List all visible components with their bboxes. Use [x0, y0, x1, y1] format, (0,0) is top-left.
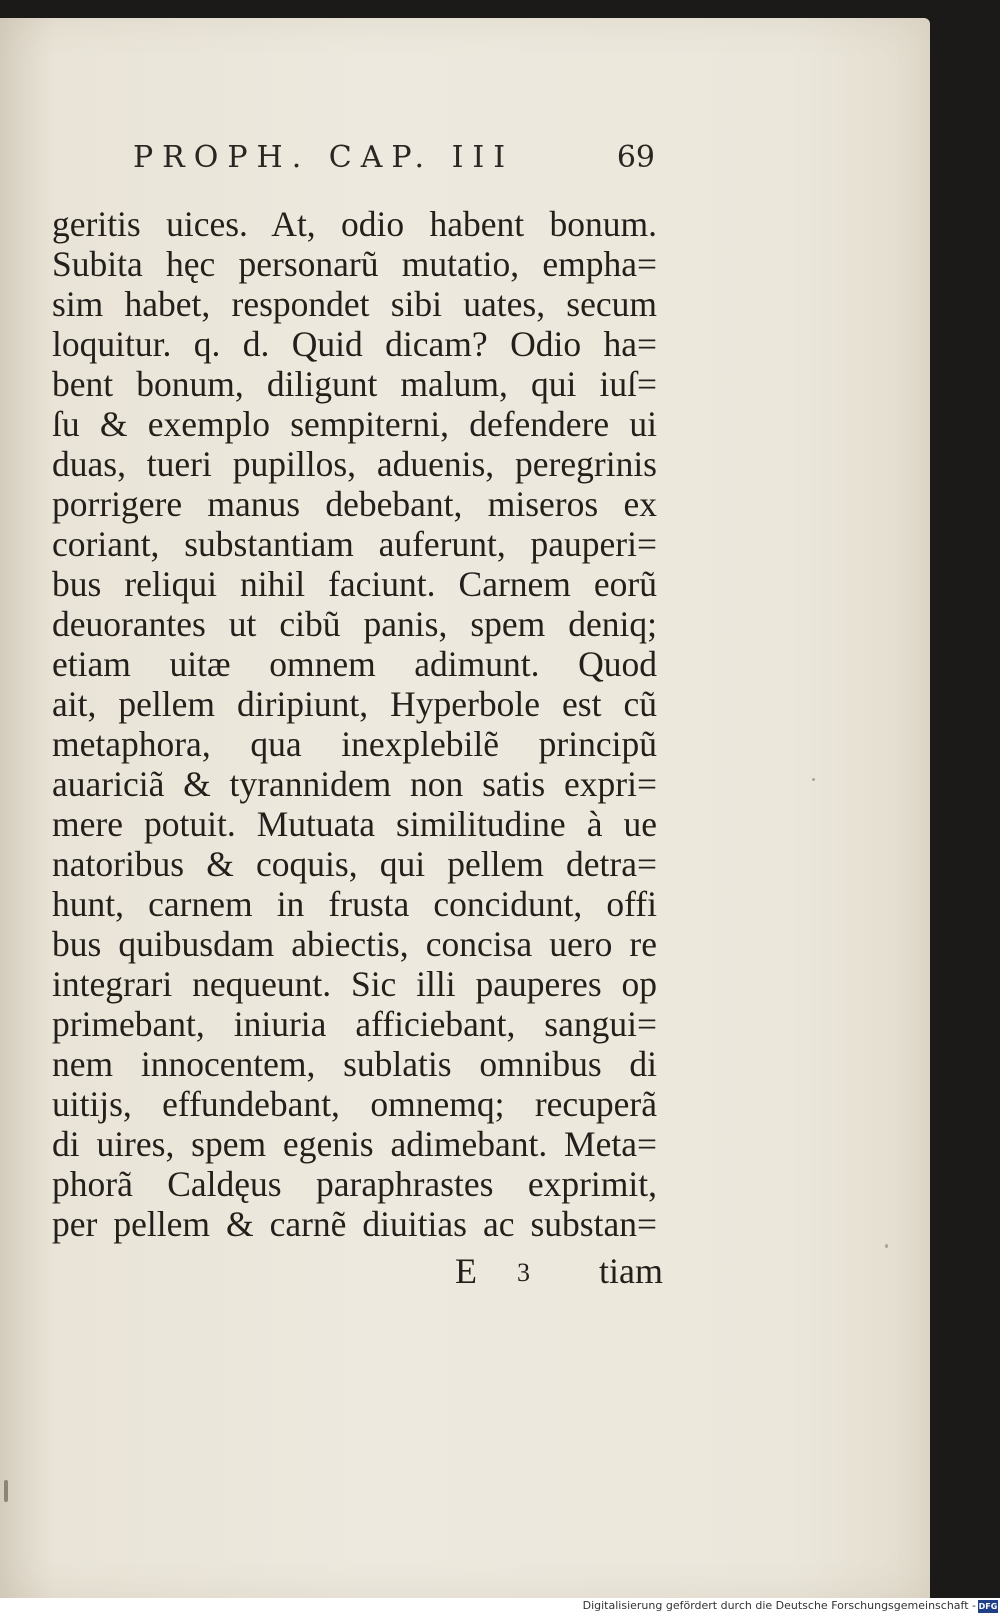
book-page — [0, 18, 930, 1598]
page-footer — [435, 1250, 663, 1298]
text-line: ait, pellem diripiunt, Hyperbole est cũ — [52, 684, 657, 724]
text-line: ſu & exemplo sempiterni, defendere ui — [52, 404, 657, 444]
text-line: natoribus & coquis, qui pellem detra= — [52, 844, 657, 884]
paper-speck — [4, 1480, 8, 1502]
text-line: primebant, iniuria afficiebant, sangui= — [52, 1004, 657, 1044]
signature-number: 3 — [517, 1258, 530, 1287]
text-line: mere potuit. Mutuata similitudine à ue — [52, 804, 657, 844]
dfg-logo-icon: DFG — [978, 1602, 998, 1611]
text-line: porrigere manus debebant, miseros ex — [52, 484, 657, 524]
catchword: tiam — [599, 1251, 663, 1291]
credit-bar — [0, 1598, 1000, 1616]
text-line: Subita hęc personarũ mutatio, empha= — [52, 244, 657, 284]
paper-speck — [885, 1244, 888, 1248]
funding-credit: Digitalisierung gefördert durch die Deutsche Forschungsgemeinschaft - — [582, 1599, 976, 1612]
text-line: hunt, carnem in frusta concidunt, offi — [52, 884, 657, 924]
text-line: di uires, spem egenis adimebant. Meta= — [52, 1124, 657, 1164]
text-line: phorã Caldęus paraphrastes exprimit, — [52, 1164, 657, 1204]
text-line: uitĳs, effundebant, omnemq; recuperã — [52, 1084, 657, 1124]
signature-mark: E — [455, 1251, 477, 1291]
text-line: integrari nequeunt. Sic illi pauperes op — [52, 964, 657, 1004]
text-line: bent bonum, diligunt malum, qui iuſ= — [52, 364, 657, 404]
text-line: metaphora, qua inexplebilẽ principũ — [52, 724, 657, 764]
text-line: bus quibusdam abiectis, concisa uero re — [52, 924, 657, 964]
text-line: auariciã & tyrannidem non satis expri= — [52, 764, 657, 804]
body-text — [52, 204, 657, 1244]
text-line: bus reliqui nihil faciunt. Carnem eorũ — [52, 564, 657, 604]
text-line: loquitur. q. d. Quid dicam? Odio ha= — [52, 324, 657, 364]
text-line: deuorantes ut cibũ panis, spem deniq; — [52, 604, 657, 644]
text-line: nem innocentem, sublatis omnibus di — [52, 1044, 657, 1084]
running-head: PROPH. CAP. III — [133, 140, 515, 175]
text-line: duas, tueri pupillos, aduenis, peregrinis — [52, 444, 657, 484]
paper-speck — [812, 778, 815, 781]
page-number: 69 — [616, 140, 655, 175]
text-line: sim habet, respondet sibi uates, secum — [52, 284, 657, 324]
text-line: geritis uices. At, odio habent bonum. — [52, 204, 657, 244]
page-header — [133, 126, 663, 186]
text-line: coriant, substantiam auferunt, pauperi= — [52, 524, 657, 564]
text-line: etiam uitæ omnem adimunt. Quod — [52, 644, 657, 684]
text-line: per pellem & carnẽ diuitias ac substan= — [52, 1204, 657, 1244]
